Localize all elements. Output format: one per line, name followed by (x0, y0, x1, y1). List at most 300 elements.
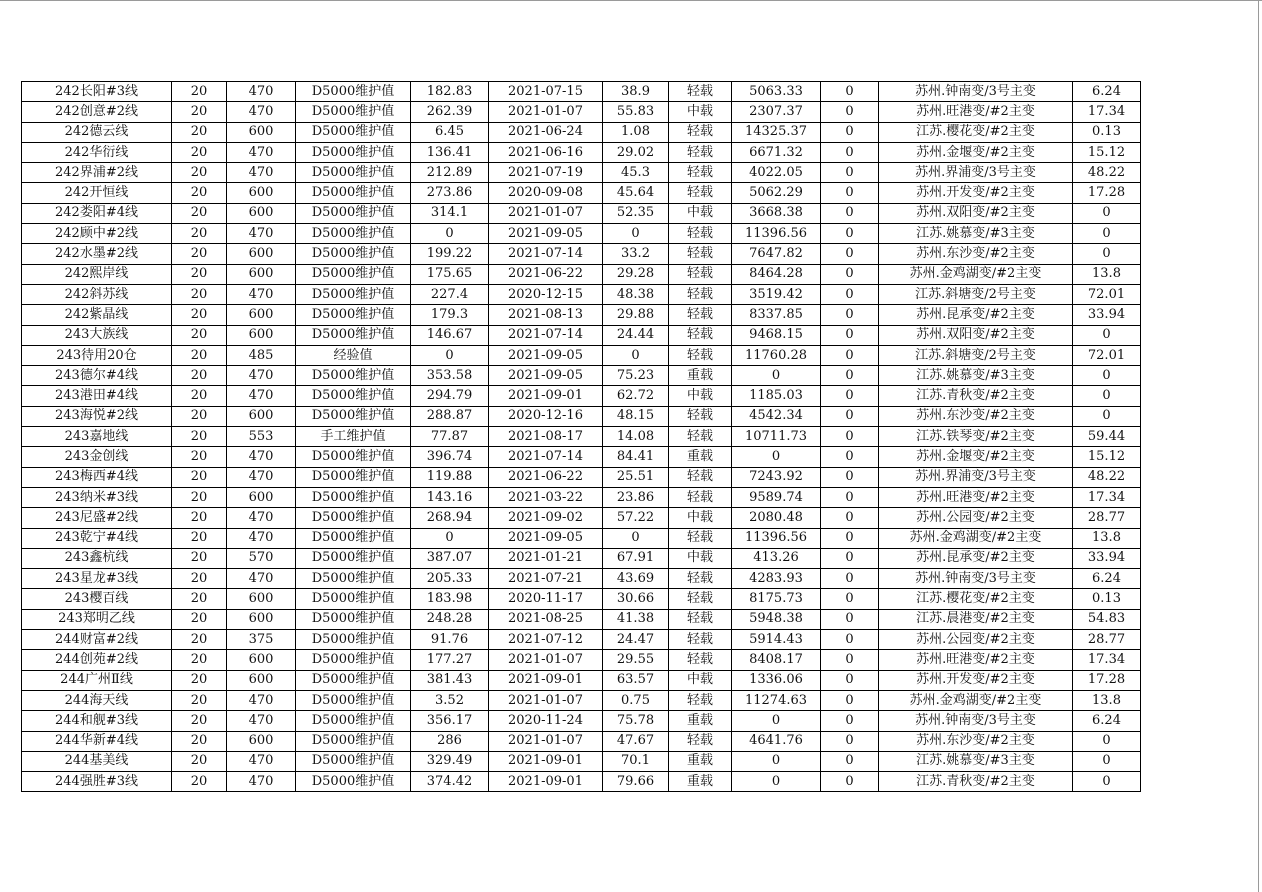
cell-max-current: 353.58 (411, 366, 489, 386)
data-table (21, 81, 1141, 792)
cell-transformer-load: 0 (1073, 751, 1141, 771)
cell-voltage: 20 (172, 427, 227, 447)
cell-transformer: 苏州.钟南变/3号主变 (879, 569, 1073, 589)
cell-transformer: 苏州.钟南变/3号主变 (879, 82, 1073, 102)
cell-transformer-load: 0 (1073, 203, 1141, 223)
cell-capacity: 11760.28 (732, 345, 821, 365)
cell-source: D5000维护值 (296, 467, 411, 487)
cell-rated-current: 600 (227, 122, 296, 142)
cell-max-current: 136.41 (411, 142, 489, 162)
cell-rated-current: 470 (227, 224, 296, 244)
cell-rated-current: 485 (227, 345, 296, 365)
cell-date: 2020-11-24 (489, 711, 603, 731)
cell-load-rate: 23.86 (603, 487, 669, 507)
cell-capacity: 1185.03 (732, 386, 821, 406)
cell-date: 2021-06-24 (489, 122, 603, 142)
cell-rated-current: 470 (227, 569, 296, 589)
cell-transformer: 苏州.双阳变/#2主变 (879, 203, 1073, 223)
cell-transformer: 江苏.姚慕变/#3主变 (879, 751, 1073, 771)
cell-rated-current: 470 (227, 386, 296, 406)
cell-voltage: 20 (172, 447, 227, 467)
table-row (22, 122, 1141, 142)
cell-status: 中载 (669, 203, 732, 223)
cell-voltage: 20 (172, 609, 227, 629)
cell-max-current: 91.76 (411, 630, 489, 650)
cell-source: D5000维护值 (296, 731, 411, 751)
cell-line-name: 242华衍线 (22, 142, 172, 162)
cell-transformer: 苏州.界浦变/3号主变 (879, 467, 1073, 487)
cell-rated-current: 600 (227, 650, 296, 670)
table-row (22, 528, 1141, 548)
cell-load-rate: 43.69 (603, 569, 669, 589)
cell-rated-current: 470 (227, 690, 296, 710)
table-row (22, 548, 1141, 568)
cell-source: D5000维护值 (296, 82, 411, 102)
cell-line-name: 244财富#2线 (22, 630, 172, 650)
cell-max-current: 273.86 (411, 183, 489, 203)
cell-line-name: 243星龙#3线 (22, 569, 172, 589)
cell-max-current: 227.4 (411, 284, 489, 304)
cell-voltage: 20 (172, 406, 227, 426)
table-row (22, 183, 1141, 203)
cell-load-rate: 79.66 (603, 772, 669, 792)
table-row (22, 142, 1141, 162)
cell-date: 2021-01-07 (489, 650, 603, 670)
cell-date: 2021-01-21 (489, 548, 603, 568)
cell-max-current: 143.16 (411, 487, 489, 507)
cell-transformer: 江苏.青秋变/#2主变 (879, 386, 1073, 406)
cell-source: D5000维护值 (296, 690, 411, 710)
cell-rated-current: 470 (227, 366, 296, 386)
cell-date: 2021-03-22 (489, 487, 603, 507)
cell-transformer: 苏州.旺港变/#2主变 (879, 102, 1073, 122)
cell-transformer-load: 13.8 (1073, 528, 1141, 548)
cell-value: 0 (821, 163, 879, 183)
cell-source: D5000维护值 (296, 406, 411, 426)
cell-value: 0 (821, 711, 879, 731)
cell-line-name: 244广州Ⅱ线 (22, 670, 172, 690)
cell-capacity: 2307.37 (732, 102, 821, 122)
cell-transformer-load: 0 (1073, 772, 1141, 792)
cell-status: 重载 (669, 447, 732, 467)
cell-line-name: 243尼盛#2线 (22, 508, 172, 528)
cell-status: 轻载 (669, 650, 732, 670)
table-row (22, 163, 1141, 183)
cell-value: 0 (821, 751, 879, 771)
cell-status: 重载 (669, 711, 732, 731)
table-row (22, 284, 1141, 304)
cell-load-rate: 62.72 (603, 386, 669, 406)
cell-source: D5000维护值 (296, 163, 411, 183)
cell-source: D5000维护值 (296, 122, 411, 142)
cell-voltage: 20 (172, 183, 227, 203)
cell-transformer: 江苏.姚慕变/#3主变 (879, 366, 1073, 386)
cell-capacity: 4542.34 (732, 406, 821, 426)
cell-max-current: 356.17 (411, 711, 489, 731)
cell-rated-current: 570 (227, 548, 296, 568)
cell-value: 0 (821, 406, 879, 426)
cell-transformer: 苏州.金堰变/#2主变 (879, 142, 1073, 162)
cell-source: D5000维护值 (296, 630, 411, 650)
table-row (22, 325, 1141, 345)
cell-rated-current: 470 (227, 163, 296, 183)
cell-transformer: 苏州.金鸡湖变/#2主变 (879, 528, 1073, 548)
cell-transformer: 苏州.昆承变/#2主变 (879, 548, 1073, 568)
cell-date: 2021-09-01 (489, 386, 603, 406)
cell-load-rate: 29.55 (603, 650, 669, 670)
cell-line-name: 242斜苏线 (22, 284, 172, 304)
cell-transformer-load: 15.12 (1073, 447, 1141, 467)
table-row (22, 711, 1141, 731)
cell-value: 0 (821, 690, 879, 710)
cell-transformer-load: 17.34 (1073, 487, 1141, 507)
cell-rated-current: 470 (227, 508, 296, 528)
table-row (22, 345, 1141, 365)
spreadsheet-page (21, 81, 1141, 792)
cell-line-name: 243梅西#4线 (22, 467, 172, 487)
cell-rated-current: 470 (227, 142, 296, 162)
cell-status: 重载 (669, 751, 732, 771)
cell-value: 0 (821, 630, 879, 650)
cell-voltage: 20 (172, 467, 227, 487)
cell-source: D5000维护值 (296, 609, 411, 629)
cell-capacity: 11274.63 (732, 690, 821, 710)
cell-max-current: 175.65 (411, 264, 489, 284)
cell-line-name: 242长阳#3线 (22, 82, 172, 102)
cell-date: 2020-11-17 (489, 589, 603, 609)
cell-transformer-load: 33.94 (1073, 305, 1141, 325)
cell-transformer: 苏州.公园变/#2主变 (879, 630, 1073, 650)
cell-load-rate: 29.28 (603, 264, 669, 284)
cell-line-name: 242熙岸线 (22, 264, 172, 284)
cell-rated-current: 470 (227, 711, 296, 731)
cell-value: 0 (821, 467, 879, 487)
cell-rated-current: 470 (227, 447, 296, 467)
cell-transformer-load: 72.01 (1073, 345, 1141, 365)
cell-voltage: 20 (172, 487, 227, 507)
cell-rated-current: 600 (227, 325, 296, 345)
cell-status: 轻载 (669, 528, 732, 548)
table-row (22, 751, 1141, 771)
cell-status: 轻载 (669, 224, 732, 244)
cell-transformer-load: 48.22 (1073, 163, 1141, 183)
cell-transformer-load: 0 (1073, 386, 1141, 406)
cell-load-rate: 70.1 (603, 751, 669, 771)
cell-status: 轻载 (669, 630, 732, 650)
cell-transformer-load: 17.34 (1073, 650, 1141, 670)
cell-value: 0 (821, 366, 879, 386)
cell-line-name: 242界浦#2线 (22, 163, 172, 183)
cell-transformer: 苏州.金鸡湖变/#2主变 (879, 264, 1073, 284)
cell-voltage: 20 (172, 711, 227, 731)
cell-date: 2021-07-14 (489, 244, 603, 264)
cell-load-rate: 48.15 (603, 406, 669, 426)
cell-source: 手工维护值 (296, 427, 411, 447)
cell-date: 2021-07-21 (489, 569, 603, 589)
cell-value: 0 (821, 447, 879, 467)
cell-rated-current: 600 (227, 731, 296, 751)
cell-date: 2021-01-07 (489, 690, 603, 710)
cell-date: 2021-09-05 (489, 224, 603, 244)
cell-source: D5000维护值 (296, 548, 411, 568)
cell-line-name: 242德云线 (22, 122, 172, 142)
cell-status: 轻载 (669, 244, 732, 264)
cell-capacity: 9589.74 (732, 487, 821, 507)
cell-voltage: 20 (172, 203, 227, 223)
cell-value: 0 (821, 82, 879, 102)
cell-capacity: 10711.73 (732, 427, 821, 447)
cell-rated-current: 600 (227, 670, 296, 690)
cell-transformer-load: 54.83 (1073, 609, 1141, 629)
cell-max-current: 329.49 (411, 751, 489, 771)
cell-transformer: 江苏.樱花变/#2主变 (879, 122, 1073, 142)
cell-transformer-load: 6.24 (1073, 569, 1141, 589)
cell-source: D5000维护值 (296, 325, 411, 345)
cell-status: 轻载 (669, 264, 732, 284)
cell-transformer: 江苏.斜塘变/2号主变 (879, 345, 1073, 365)
cell-capacity: 3519.42 (732, 284, 821, 304)
cell-load-rate: 48.38 (603, 284, 669, 304)
cell-line-name: 244创苑#2线 (22, 650, 172, 670)
cell-source: D5000维护值 (296, 772, 411, 792)
cell-transformer: 江苏.铁琴变/#2主变 (879, 427, 1073, 447)
table-row (22, 447, 1141, 467)
table-row (22, 731, 1141, 751)
cell-line-name: 243海悦#2线 (22, 406, 172, 426)
cell-voltage: 20 (172, 690, 227, 710)
cell-load-rate: 24.44 (603, 325, 669, 345)
cell-line-name: 244强胜#3线 (22, 772, 172, 792)
cell-line-name: 242紫晶线 (22, 305, 172, 325)
cell-voltage: 20 (172, 650, 227, 670)
cell-rated-current: 600 (227, 589, 296, 609)
cell-voltage: 20 (172, 508, 227, 528)
table-row (22, 609, 1141, 629)
table-row (22, 224, 1141, 244)
cell-transformer-load: 72.01 (1073, 284, 1141, 304)
cell-status: 轻载 (669, 345, 732, 365)
cell-date: 2021-09-05 (489, 366, 603, 386)
cell-rated-current: 600 (227, 487, 296, 507)
cell-max-current: 3.52 (411, 690, 489, 710)
cell-transformer-load: 0 (1073, 224, 1141, 244)
cell-capacity: 0 (732, 751, 821, 771)
cell-status: 中载 (669, 670, 732, 690)
cell-line-name: 244华新#4线 (22, 731, 172, 751)
cell-load-rate: 0 (603, 224, 669, 244)
cell-rated-current: 600 (227, 183, 296, 203)
cell-load-rate: 57.22 (603, 508, 669, 528)
cell-load-rate: 38.9 (603, 82, 669, 102)
cell-value: 0 (821, 325, 879, 345)
cell-source: D5000维护值 (296, 102, 411, 122)
cell-transformer: 苏州.东沙变/#2主变 (879, 406, 1073, 426)
cell-capacity: 7647.82 (732, 244, 821, 264)
table-row (22, 244, 1141, 264)
cell-capacity: 8337.85 (732, 305, 821, 325)
cell-max-current: 396.74 (411, 447, 489, 467)
cell-max-current: 0 (411, 224, 489, 244)
cell-max-current: 286 (411, 731, 489, 751)
table-row (22, 305, 1141, 325)
cell-status: 轻载 (669, 589, 732, 609)
cell-status: 轻载 (669, 690, 732, 710)
table-row (22, 102, 1141, 122)
page-border-right (1258, 0, 1259, 892)
cell-transformer-load: 59.44 (1073, 427, 1141, 447)
cell-transformer-load: 15.12 (1073, 142, 1141, 162)
cell-value: 0 (821, 305, 879, 325)
cell-load-rate: 0 (603, 345, 669, 365)
cell-load-rate: 14.08 (603, 427, 669, 447)
cell-voltage: 20 (172, 345, 227, 365)
cell-max-current: 262.39 (411, 102, 489, 122)
cell-status: 轻载 (669, 487, 732, 507)
cell-max-current: 177.27 (411, 650, 489, 670)
cell-line-name: 243樱百线 (22, 589, 172, 609)
cell-load-rate: 52.35 (603, 203, 669, 223)
cell-status: 重载 (669, 772, 732, 792)
cell-max-current: 381.43 (411, 670, 489, 690)
cell-transformer: 苏州.旺港变/#2主变 (879, 650, 1073, 670)
cell-transformer-load: 33.94 (1073, 548, 1141, 568)
cell-date: 2021-08-13 (489, 305, 603, 325)
cell-status: 轻载 (669, 609, 732, 629)
cell-source: D5000维护值 (296, 264, 411, 284)
cell-voltage: 20 (172, 224, 227, 244)
cell-rated-current: 470 (227, 528, 296, 548)
cell-status: 轻载 (669, 325, 732, 345)
cell-load-rate: 1.08 (603, 122, 669, 142)
cell-load-rate: 67.91 (603, 548, 669, 568)
cell-value: 0 (821, 345, 879, 365)
cell-source: D5000维护值 (296, 284, 411, 304)
table-row (22, 82, 1141, 102)
cell-transformer-load: 28.77 (1073, 508, 1141, 528)
cell-status: 轻载 (669, 163, 732, 183)
cell-rated-current: 470 (227, 772, 296, 792)
cell-voltage: 20 (172, 731, 227, 751)
cell-value: 0 (821, 183, 879, 203)
cell-rated-current: 600 (227, 609, 296, 629)
cell-load-rate: 33.2 (603, 244, 669, 264)
cell-date: 2021-07-15 (489, 82, 603, 102)
table-row (22, 690, 1141, 710)
cell-rated-current: 470 (227, 82, 296, 102)
cell-value: 0 (821, 569, 879, 589)
cell-transformer-load: 13.8 (1073, 264, 1141, 284)
cell-capacity: 4283.93 (732, 569, 821, 589)
cell-line-name: 242创意#2线 (22, 102, 172, 122)
cell-rated-current: 470 (227, 751, 296, 771)
cell-load-rate: 45.3 (603, 163, 669, 183)
cell-rated-current: 600 (227, 406, 296, 426)
cell-status: 轻载 (669, 142, 732, 162)
cell-transformer-load: 0.13 (1073, 589, 1141, 609)
cell-status: 中载 (669, 386, 732, 406)
table-row (22, 670, 1141, 690)
cell-source: D5000维护值 (296, 670, 411, 690)
cell-rated-current: 600 (227, 203, 296, 223)
cell-value: 0 (821, 264, 879, 284)
cell-source: D5000维护值 (296, 569, 411, 589)
table-row (22, 366, 1141, 386)
cell-line-name: 243金创线 (22, 447, 172, 467)
cell-source: D5000维护值 (296, 244, 411, 264)
cell-voltage: 20 (172, 569, 227, 589)
cell-status: 中载 (669, 508, 732, 528)
cell-capacity: 8408.17 (732, 650, 821, 670)
cell-voltage: 20 (172, 670, 227, 690)
cell-capacity: 7243.92 (732, 467, 821, 487)
cell-value: 0 (821, 122, 879, 142)
cell-load-rate: 55.83 (603, 102, 669, 122)
cell-value: 0 (821, 609, 879, 629)
cell-voltage: 20 (172, 751, 227, 771)
cell-value: 0 (821, 670, 879, 690)
cell-load-rate: 75.23 (603, 366, 669, 386)
cell-date: 2021-09-01 (489, 772, 603, 792)
cell-date: 2021-08-17 (489, 427, 603, 447)
cell-capacity: 4641.76 (732, 731, 821, 751)
cell-date: 2021-09-05 (489, 345, 603, 365)
cell-transformer: 苏州.昆承变/#2主变 (879, 305, 1073, 325)
cell-date: 2021-01-07 (489, 203, 603, 223)
cell-voltage: 20 (172, 548, 227, 568)
cell-date: 2021-07-12 (489, 630, 603, 650)
cell-capacity: 0 (732, 772, 821, 792)
cell-date: 2021-09-05 (489, 528, 603, 548)
table-row (22, 386, 1141, 406)
cell-transformer-load: 48.22 (1073, 467, 1141, 487)
cell-max-current: 212.89 (411, 163, 489, 183)
cell-capacity: 0 (732, 711, 821, 731)
cell-value: 0 (821, 650, 879, 670)
cell-voltage: 20 (172, 366, 227, 386)
cell-transformer: 江苏.晨港变/#2主变 (879, 609, 1073, 629)
cell-capacity: 5914.43 (732, 630, 821, 650)
cell-voltage: 20 (172, 284, 227, 304)
cell-load-rate: 29.88 (603, 305, 669, 325)
table-row (22, 630, 1141, 650)
cell-capacity: 0 (732, 366, 821, 386)
cell-source: D5000维护值 (296, 508, 411, 528)
cell-max-current: 179.3 (411, 305, 489, 325)
cell-load-rate: 47.67 (603, 731, 669, 751)
cell-load-rate: 25.51 (603, 467, 669, 487)
cell-rated-current: 470 (227, 467, 296, 487)
cell-max-current: 182.83 (411, 82, 489, 102)
cell-source: D5000维护值 (296, 386, 411, 406)
cell-transformer-load: 17.28 (1073, 183, 1141, 203)
cell-line-name: 242顾中#2线 (22, 224, 172, 244)
page-border-top (0, 0, 1262, 1)
cell-line-name: 243嘉地线 (22, 427, 172, 447)
cell-transformer: 苏州.开发变/#2主变 (879, 670, 1073, 690)
cell-line-name: 243纳米#3线 (22, 487, 172, 507)
cell-status: 轻载 (669, 183, 732, 203)
cell-transformer: 江苏.斜塘变/2号主变 (879, 284, 1073, 304)
cell-max-current: 146.67 (411, 325, 489, 345)
cell-line-name: 243待用20仓 (22, 345, 172, 365)
table-row (22, 589, 1141, 609)
cell-status: 中载 (669, 102, 732, 122)
cell-capacity: 11396.56 (732, 528, 821, 548)
cell-transformer-load: 28.77 (1073, 630, 1141, 650)
cell-voltage: 20 (172, 772, 227, 792)
cell-transformer-load: 13.8 (1073, 690, 1141, 710)
cell-line-name: 243港田#4线 (22, 386, 172, 406)
